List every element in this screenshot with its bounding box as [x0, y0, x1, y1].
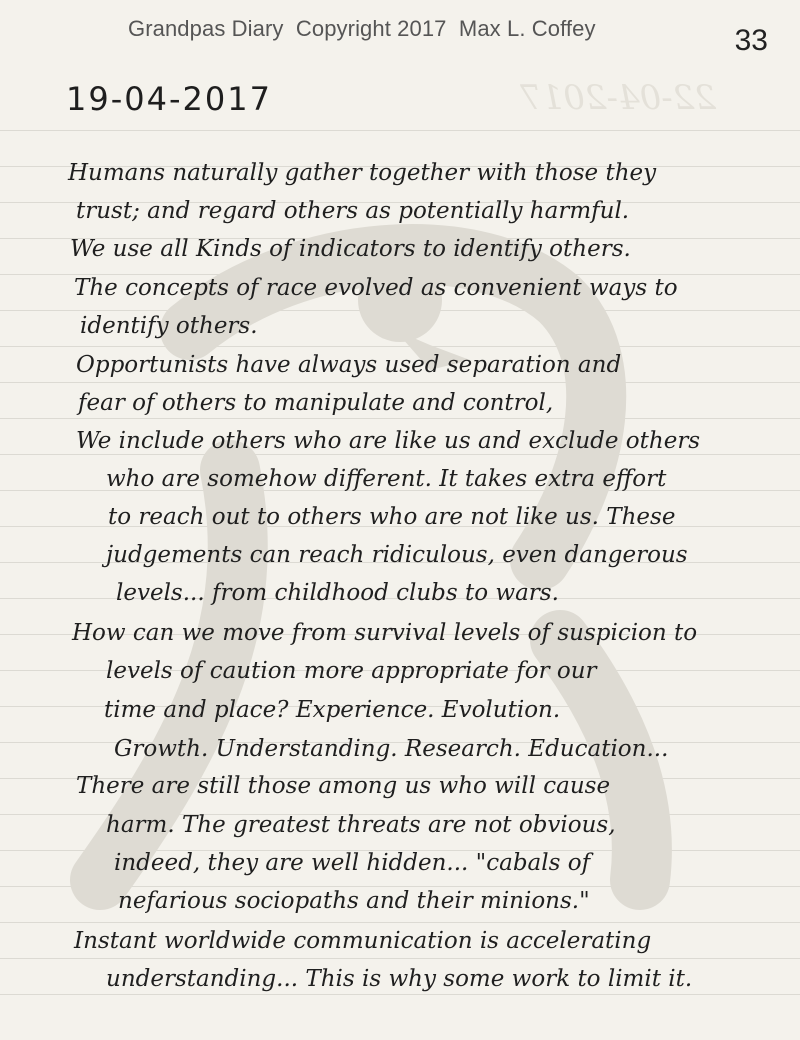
entry-line: understanding... This is why some work to limit it.: [106, 966, 693, 992]
entry-line: Humans naturally gather together with those they: [68, 160, 657, 186]
entry-line: Instant worldwide communication is accelerating: [74, 928, 652, 954]
page-number: 33: [734, 24, 768, 57]
entry-line: Growth. Understanding. Research. Education...: [114, 736, 669, 762]
entry-line: We include others who are like us and exclude others: [76, 428, 701, 454]
entry-line: How can we move from survival levels of suspicion to: [72, 620, 698, 646]
entry-line: who are somehow different. It takes extra effort: [106, 466, 667, 492]
entry-line: The concepts of race evolved as convenient ways to: [74, 275, 678, 301]
entry-line: levels of caution more appropriate for our: [106, 658, 597, 684]
entry-line: Opportunists have always used separation and: [76, 352, 622, 378]
show-through-text: 22-04-2017: [520, 78, 717, 118]
entry-line: nefarious sociopaths and their minions.": [118, 888, 590, 914]
entry-date: 19-04-2017: [66, 80, 272, 118]
entry-line: indeed, they are well hidden... "cabals of: [114, 850, 591, 876]
entry-line: There are still those among us who will cause: [76, 773, 611, 799]
page-header-title: Grandpas Diary Copyright 2017 Max L. Coffey: [128, 16, 596, 41]
entry-line: identify others.: [80, 313, 258, 339]
entry-line: fear of others to manipulate and control,: [78, 390, 554, 416]
entry-line: harm. The greatest threats are not obvious,: [106, 812, 616, 838]
entry-line: trust; and regard others as potentially harmful.: [76, 198, 630, 224]
entry-line: levels... from childhood clubs to wars.: [116, 580, 559, 606]
entry-line: to reach out to others who are not like us. These: [108, 504, 676, 530]
entry-line: We use all Kinds of indicators to identify others.: [70, 236, 631, 262]
entry-line: judgements can reach ridiculous, even dangerous: [106, 542, 688, 568]
entry-line: time and place? Experience. Evolution.: [104, 697, 561, 723]
